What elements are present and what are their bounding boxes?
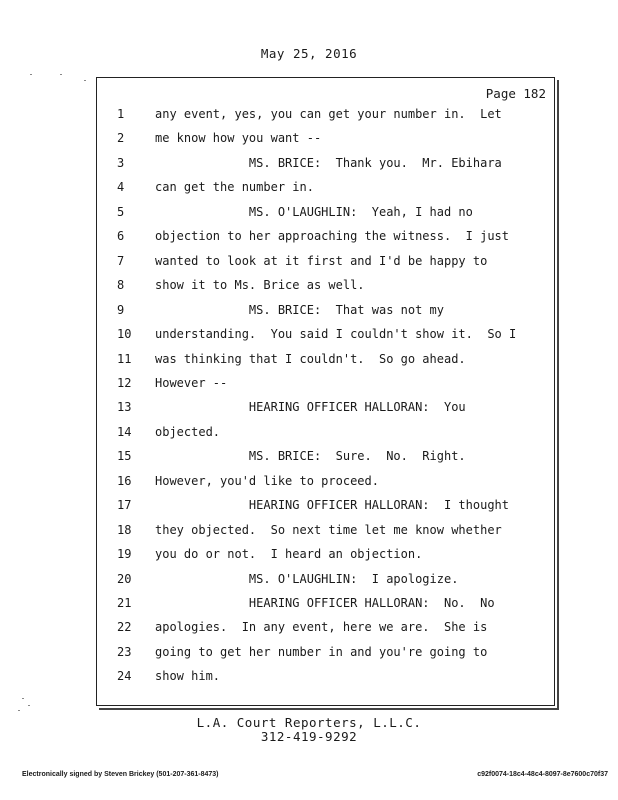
scan-speck [22, 698, 24, 699]
line-number: 5 [117, 204, 125, 219]
line-text: any event, yes, you can get your number in. Let [155, 107, 502, 121]
scan-speck [60, 74, 62, 75]
scan-speck [28, 705, 30, 706]
line-text: wanted to look at it first and I'd be happy to [155, 253, 488, 268]
line-number: 2 [117, 131, 125, 146]
document-id: c92f0074-18c4-48c4-8097-8e7600c70f37 [477, 771, 608, 778]
line-text: HEARING OFFICER HALLORAN: No. No [155, 596, 495, 610]
line-text: you do or not. I heard an objection. [155, 547, 423, 562]
line-text: HEARING OFFICER HALLORAN: You [155, 400, 466, 415]
line-number: 8 [117, 278, 125, 293]
line-text: MS. BRICE: Sure. No. Right. [155, 449, 466, 464]
line-text: MS. O'LAUGHLIN: I apologize. [155, 571, 459, 586]
line-number: 11 [117, 351, 132, 366]
reporter-company: L.A. Court Reporters, L.L.C. [196, 715, 422, 730]
electronic-signature: Electronically signed by Steven Brickey (501-207-361-8473) [22, 771, 219, 778]
line-number: 23 [117, 644, 132, 659]
line-text: HEARING OFFICER HALLORAN: I thought [155, 498, 510, 513]
line-number: 13 [117, 400, 132, 415]
line-number: 14 [117, 424, 132, 439]
line-text: However -- [155, 375, 228, 390]
line-text: show him. [155, 669, 221, 684]
line-number: 12 [117, 375, 132, 390]
scan-speck [30, 74, 32, 75]
line-text: objection to her approaching the witness. I just [155, 229, 510, 244]
line-number: 7 [117, 253, 125, 268]
transcript-page [96, 77, 555, 706]
scan-speck [18, 710, 20, 711]
line-number: 16 [117, 473, 132, 488]
line-text: MS. BRICE: That was not my [155, 302, 444, 317]
line-text: was thinking that I couldn't. So go ahead. [155, 351, 466, 366]
line-number: 6 [117, 229, 125, 244]
line-text: understanding. You said I couldn't show it. So I [155, 327, 517, 342]
line-text: However, you'd like to proceed. [155, 473, 379, 488]
line-text: me know how you want -- [155, 131, 322, 146]
line-number: 1 [117, 107, 125, 121]
line-text: show it to Ms. Brice as well. [155, 278, 365, 293]
line-number: 10 [117, 327, 132, 342]
page-number: Page 182 [485, 86, 546, 101]
line-number: 18 [117, 522, 132, 537]
line-number: 9 [117, 302, 125, 317]
line-text: they objected. So next time let me know whether [155, 522, 502, 537]
line-number: 4 [117, 180, 125, 195]
line-text: can get the number in. [155, 180, 314, 195]
date-header: May 25, 2016 [260, 46, 358, 61]
line-text: MS. O'LAUGHLIN: Yeah, I had no [155, 204, 473, 219]
line-number: 19 [117, 547, 132, 562]
footer [0, 716, 618, 744]
scan-speck [84, 80, 86, 81]
line-number: 24 [117, 669, 132, 684]
line-number: 3 [117, 155, 125, 170]
line-number: 15 [117, 449, 132, 464]
line-number: 20 [117, 571, 132, 586]
line-number: 17 [117, 498, 132, 513]
line-text: MS. BRICE: Thank you. Mr. Ebihara [155, 155, 502, 170]
line-text: objected. [155, 424, 221, 439]
reporter-phone: 312-419-9292 [260, 729, 358, 744]
line-text: going to get her number in and you're going to [155, 644, 488, 659]
line-number: 21 [117, 596, 132, 610]
line-number: 22 [117, 620, 132, 635]
line-text: apologies. In any event, here we are. She is [155, 620, 488, 635]
